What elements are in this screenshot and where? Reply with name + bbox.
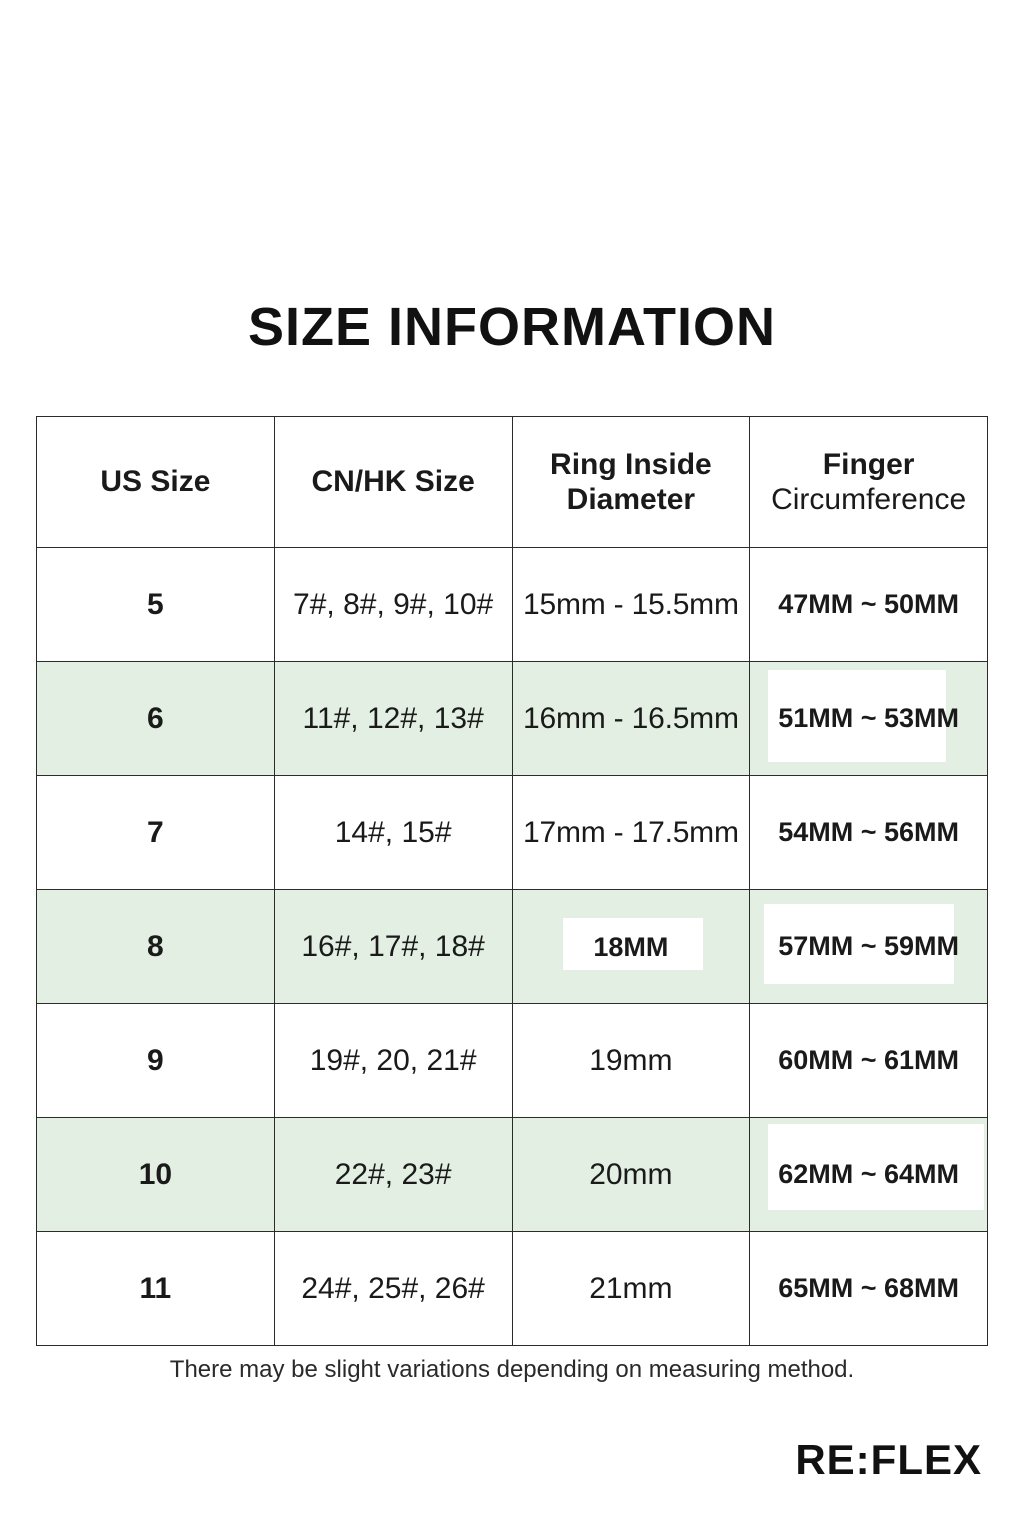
finger-header-line2: Circumference [771,483,967,516]
column-header-us-size: US Size [37,417,275,548]
cell-ring-inside-diameter: 15mm - 15.5mm [512,548,750,662]
cell-cn-hk-size: 7#, 8#, 9#, 10# [274,548,512,662]
cell-us-size: 10 [37,1118,275,1232]
cell-cn-hk-size: 24#, 25#, 26# [274,1232,512,1346]
cell-us-size: 6 [37,662,275,776]
cell-us-size: 8 [37,890,275,1004]
column-header-cn-hk-size: CN/HK Size [274,417,512,548]
cell-finger-circumference: 65MM ~ 68MM [750,1232,988,1346]
cell-finger-circumference: 47MM ~ 50MM [750,548,988,662]
column-header-ring-inside-diameter: Ring Inside Diameter [512,417,750,548]
page-title: SIZE INFORMATION [248,297,776,357]
cell-ring-inside-diameter: 21mm [512,1232,750,1346]
cell-cn-hk-size: 16#, 17#, 18# [274,890,512,1004]
finger-header-line1: Finger [822,447,915,481]
cell-finger-circumference: 57MM ~ 59MM [750,890,988,1004]
size-table [36,416,988,1346]
brand-logo: RE:FLEX [795,1436,982,1483]
table-row [37,1232,988,1346]
cell-finger-circumference: 60MM ~ 61MM [750,1004,988,1118]
cell-ring-inside-diameter: 16mm - 16.5mm [512,662,750,776]
table-row [37,776,988,890]
footnote-text: There may be slight variations depending on measuring method. [169,1356,855,1383]
cell-us-size: 5 [37,548,275,662]
cell-finger-circumference: 54MM ~ 56MM [750,776,988,890]
table-row [37,662,988,776]
cell-us-size: 9 [37,1004,275,1118]
table-body [37,548,988,1346]
cell-cn-hk-size: 14#, 15# [274,776,512,890]
cell-cn-hk-size: 22#, 23# [274,1118,512,1232]
table-header-row [37,417,988,548]
table-row [37,548,988,662]
cell-cn-hk-size: 11#, 12#, 13# [274,662,512,776]
cell-ring-inside-diameter: 20mm [512,1118,750,1232]
cell-finger-circumference: 62MM ~ 64MM [750,1118,988,1232]
cell-us-size: 11 [37,1232,275,1346]
cell-ring-inside-diameter: 19mm [512,1004,750,1118]
cell-ring-inside-diameter: 17mm - 17.5mm [512,776,750,890]
cell-us-size: 7 [37,776,275,890]
column-header-finger-circumference [750,417,988,548]
size-table-container [36,416,988,1346]
cell-ring-inside-diameter: 18MM [512,890,750,1004]
table-row [37,1118,988,1232]
table-row [37,890,988,1004]
cell-finger-circumference: 51MM ~ 53MM [750,662,988,776]
table-row [37,1004,988,1118]
table-header [37,417,988,548]
cell-cn-hk-size: 19#, 20, 21# [274,1004,512,1118]
